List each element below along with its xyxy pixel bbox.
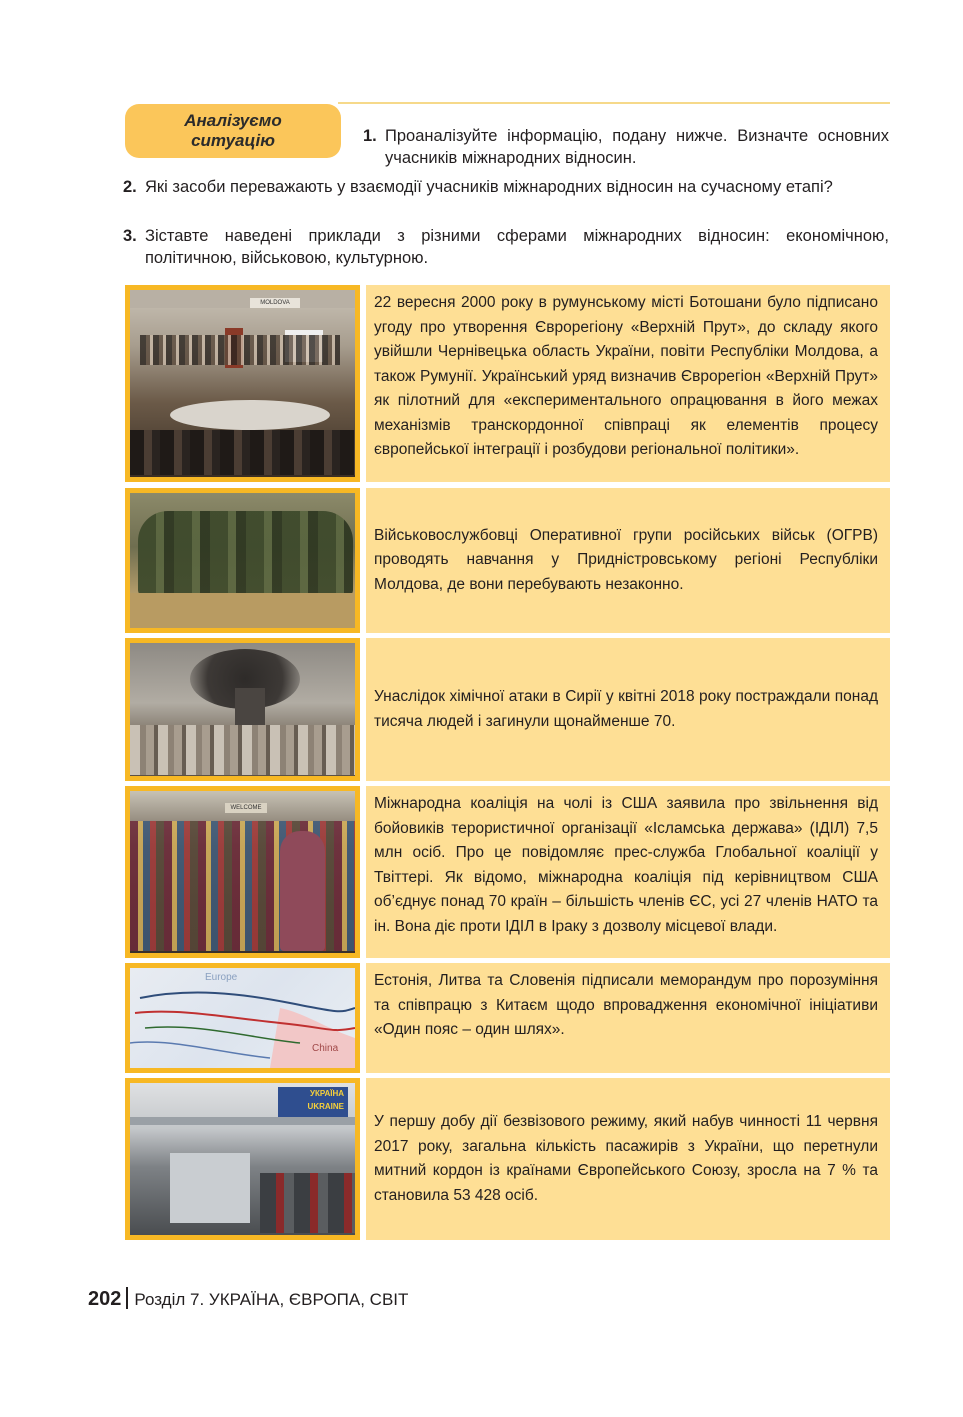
explosion-photo bbox=[130, 643, 355, 776]
conference-photo bbox=[130, 290, 355, 477]
welcome-sign: WELCOME bbox=[225, 803, 267, 813]
sign-english: UKRAINE bbox=[307, 1102, 344, 1111]
question-3 bbox=[123, 225, 889, 269]
border-sign bbox=[278, 1087, 348, 1117]
page-number: 202 bbox=[88, 1288, 122, 1310]
footer-divider bbox=[126, 1287, 128, 1309]
header-rule bbox=[338, 102, 890, 104]
question-number: 3. bbox=[123, 227, 137, 245]
question-1 bbox=[363, 125, 889, 169]
case-text: Міжнародна коаліція на чолі із США заявила про звільнення від бойовиків терористичної організації «Ісламська держава» (ІДІЛ) 7,5 млн осіб. Про це повідомляє прес-служба Глобальної коаліції у Твіттері. Як відомо, міжнародна коаліція під керівництвом США об’єднує понад 70 країн – більшість членів ЄС, усі 27 членів НАТО та ін. Вона діє проти ІДІЛ в Іраку з дозволу місцевої влади. bbox=[374, 795, 878, 935]
case-row-3 bbox=[125, 638, 890, 781]
photo-frame bbox=[125, 963, 360, 1073]
case-row-5 bbox=[125, 963, 890, 1073]
section-title: Розділ 7. УКРАЇНА, ЄВРОПА, СВІТ bbox=[134, 1290, 409, 1309]
case-text: Естонія, Литва та Словенія підписали меморандум про порозуміння та співпрацю з Китаєм щодо впровадження економічної ініціативи «Один пояс – один шлях». bbox=[374, 972, 878, 1038]
case-text-cell bbox=[366, 1078, 890, 1240]
photo-frame bbox=[125, 638, 360, 781]
case-row-6 bbox=[125, 1078, 890, 1240]
question-number: 2. bbox=[123, 178, 137, 196]
border-crossing-photo bbox=[130, 1083, 355, 1235]
badge-line-1: Аналізуємо bbox=[184, 111, 282, 130]
photo-frame bbox=[125, 488, 360, 633]
case-text-cell bbox=[366, 638, 890, 781]
page-footer bbox=[88, 1287, 408, 1311]
trade-route-map bbox=[130, 968, 355, 1068]
case-row-2 bbox=[125, 488, 890, 633]
case-text-cell bbox=[366, 285, 890, 482]
case-text: У першу добу дії безвізового режиму, який набув чинності 11 червня 2017 року, загальна кількість пасажирів з України, що перетнули митний кордон із країнами Європейського Союзу, зросла на 7 % та становила 53 428 осіб. bbox=[374, 1113, 878, 1204]
photo-frame bbox=[125, 1078, 360, 1240]
banner-sign: MOLDOVA bbox=[250, 298, 300, 308]
case-text-cell bbox=[366, 963, 890, 1073]
case-row-1 bbox=[125, 285, 890, 482]
map-label-china: China bbox=[312, 1043, 339, 1054]
case-text: Військовослужбовці Оперативної групи російських військ (ОГРВ) проводять навчання у Придністровському регіоні Республіки Молдова, де вони перебувають незаконно. bbox=[374, 526, 878, 593]
refugees-photo bbox=[130, 791, 355, 953]
photo-frame bbox=[125, 786, 360, 958]
question-2 bbox=[123, 176, 889, 198]
case-text-cell bbox=[366, 488, 890, 633]
section-badge bbox=[125, 104, 341, 158]
case-text: 22 вересня 2000 року в румунському місті Ботошани було підписано угоду про утворення Єврорегіону «Верхній Прут», до складу якого увійшли Чернівецька область України, повіти Республіки Молдова, а також Румунії. Український уряд визначив Єврорегіон «Верхній Прут» як пілотний для «експериментального опрацювання в його межах механізмів транскордонної співпраці як елементів процесу європейської інтеграції і розбудови регіональної політики». bbox=[374, 294, 878, 458]
sign-ukrainian: УКРАЇНА bbox=[309, 1089, 344, 1098]
question-number: 1. bbox=[363, 127, 377, 145]
case-text: Унаслідок хімічної атаки в Сирії у квітні 2018 року постраждали понад тисяча людей і загинули щонайменше 70. bbox=[374, 688, 878, 730]
question-text: Які засоби переважають у взаємодії учасників міжнародних відносин на сучасному етапі? bbox=[145, 178, 833, 196]
photo-frame bbox=[125, 285, 360, 482]
case-text-cell bbox=[366, 786, 890, 958]
question-text: Зіставте наведені приклади з різними сферами міжнародних відносин: економічною, політичною, військовою, культурною. bbox=[145, 227, 889, 267]
soldiers-photo bbox=[130, 493, 355, 628]
map-label-europe: Europe bbox=[205, 972, 238, 983]
case-row-4 bbox=[125, 786, 890, 958]
question-text: Проаналізуйте інформацію, подану нижче. Визначте основних учасників міжнародних відносин. bbox=[385, 127, 889, 167]
badge-line-2: ситуацію bbox=[191, 131, 275, 150]
